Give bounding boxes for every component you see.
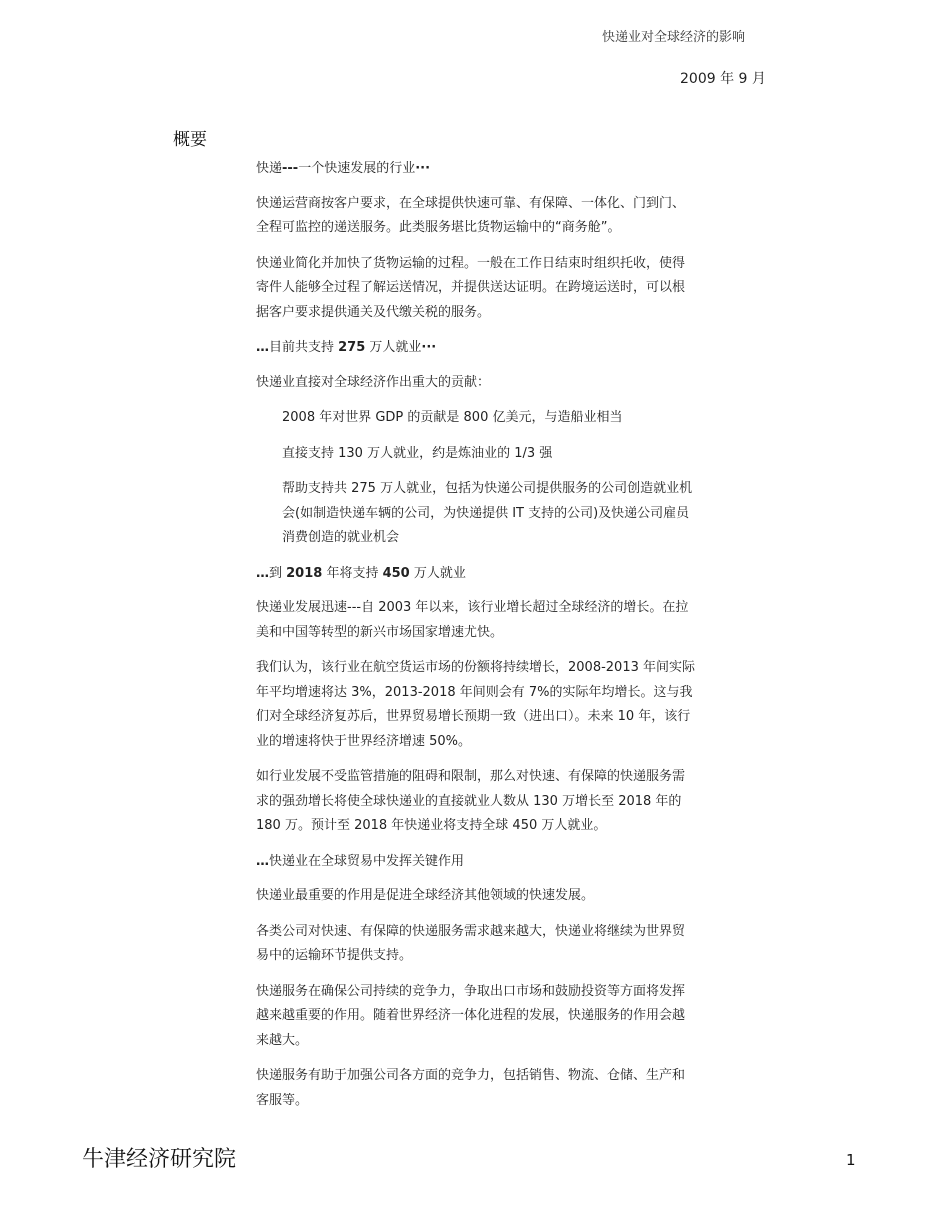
lead-text: 年将支持 <box>322 565 383 581</box>
paragraph-key-role: 快递业最重要的作用是促进全球经济其他领域的快速发展。 <box>256 888 595 903</box>
paragraph-rapid-growth: 快递业发展迅速---自 2003 年以来，该行业增长超过全球经济的增长。在拉美和中国等转型的新兴市场国家增速尤快。 <box>256 600 689 640</box>
lead-text: 万人就业 <box>365 340 422 355</box>
item-supported-jobs: 帮助支持共 275 万人就业，包括为快递公司提供服务的公司创造就业机会(如制造快递车辆的公司，为快递提供 IT 支持的公司)及快递公司雇员消费创造的就业机会 <box>282 481 693 545</box>
lead-text: 快递业在全球贸易中发挥关键作用 <box>269 853 465 869</box>
paragraph-contribution-intro: 快递业直接对全球经济作出重大的贡献： <box>256 374 491 390</box>
lead-ellipsis: ··· <box>415 161 431 176</box>
footer-organization: 牛津经济研究院 <box>82 1147 237 1172</box>
lead-ellipsis: ··· <box>421 340 437 355</box>
lead-text: 目前共支持 <box>269 340 339 355</box>
paragraph-process: 快递业简化并加快了货物运输的过程。一般在工作日结束时组织托收，使得寄件人能够全过程了解运送情况，并提供送达证明。在跨境运送时，可以根据客户要求提供通关及代缴关税的服务。 <box>256 255 686 320</box>
lead-ellipsis: … <box>256 565 269 581</box>
item-direct-jobs: 直接支持 130 万人就业，约是炼油业的 1/3 强 <box>282 445 553 461</box>
section-title: 概要 <box>173 130 207 150</box>
lead-text: 万人就业 <box>409 565 466 581</box>
lead-number: 2018 <box>286 565 323 581</box>
lead-text: 快递 <box>256 161 283 176</box>
lead-dash: --- <box>282 161 299 176</box>
lead-ellipsis: … <box>256 853 269 869</box>
lead-number: 450 <box>382 565 410 581</box>
lead-text: 一个快速发展的行业 <box>298 161 416 176</box>
paragraph-growth-outlook: 我们认为，该行业在航空货运市场的份额将持续增长，2008-2013 年间实际年平均增速将达 3%，2013-2018 年间则会有 7%的实际年均增长。这与我们对全球经济复苏后，世界贸易增长预期一致（进出口）。未来 10 年，该行业的增速将快于世界经济增速 50%。 <box>256 660 695 749</box>
paragraph-competitiveness: 快递服务在确保公司持续的竞争力，争取出口市场和鼓励投资等方面将发挥越来越重要的作用。随着世界经济一体化进程的发展，快递服务的作用会越来越大。 <box>256 983 686 1048</box>
running-header: 快递业对全球经济的影响 <box>602 30 746 45</box>
paragraph-employment-forecast: 如行业发展不受监管措施的阻碍和限制，那么对快速、有保障的快递服务需求的强劲增长将使全球快递业的直接就业人数从 130 万增长至 2018 年的 180 万。预计至 2018 年快递业将支持全球 450 万人就业。 <box>256 769 686 833</box>
report-date: 2009 年 9 月 <box>680 71 766 87</box>
lead-ellipsis: … <box>256 340 269 355</box>
lead-number: 275 <box>338 340 366 355</box>
paragraph-company-functions: 快递服务有助于加强公司各方面的竞争力，包括销售、物流、仓储、生产和客服等。 <box>256 1068 686 1108</box>
body-text <box>256 157 696 1124</box>
page-number: 1 <box>846 1151 856 1169</box>
lead-line-2018-forecast <box>256 562 696 587</box>
lead-line-growing-industry <box>256 157 696 182</box>
lead-line-trade-role <box>256 850 696 875</box>
lead-line-employment <box>256 336 696 361</box>
lead-text: 到 <box>269 565 287 581</box>
paragraph-trade-support: 各类公司对快速、有保障的快递服务需求越来越大，快递业将继续为世界贸易中的运输环节提供支持。 <box>256 923 686 963</box>
item-gdp-contribution: 2008 年对世界 GDP 的贡献是 800 亿美元，与造船业相当 <box>282 410 623 425</box>
paragraph-definition: 快递运营商按客户要求，在全球提供快速可靠、有保障、一体化、门到门、全程可监控的递送服务。此类服务堪比货物运输中的“商务舱”。 <box>256 195 686 235</box>
